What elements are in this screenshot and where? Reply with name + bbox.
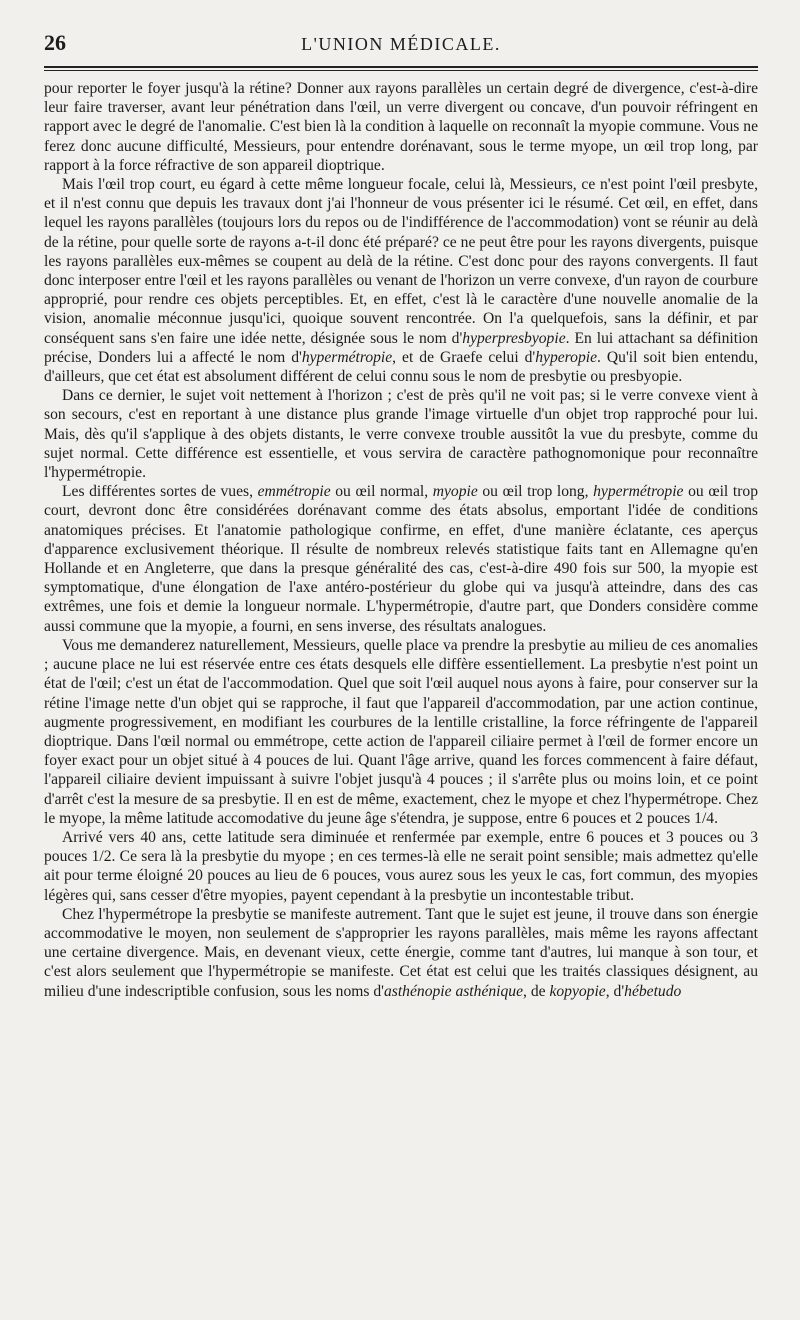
text-run: Arrivé vers 40 ans, cette latitude sera diminuée et renfermée par exemple, entre 6 pouces et 3 pouces ou 3 pouces 1/2. Ce sera là la presbytie du myope ; en ces termes-là elle ne serait point sensible; mais admettez qu'elle ait pour terme éloigné 20 pouces au lieu de 6 pouces, vous aurez sous les yeux le cas, fort commun, des myopies légères qui, sans cesser d'être myopies, payent cependant à la presbytie un incontestable tribut. (44, 828, 758, 904)
italic-term: emmétropie (257, 483, 331, 501)
body-text (44, 79, 758, 1001)
paragraph (44, 79, 758, 175)
text-run: pour reporter le foyer jusqu'à la rétine? Donner aux rayons parallèles un certain degré de divergence, c'est-à-dire leur faire traverser, avant leur pénétration dans l'œil, un verre divergent ou concave, d'un pouvoir réfringent en rapport avec le degré de l'anomalie. C'est bien là la condition à laquelle on reconnaît la myopie commune. Vous ne ferez donc aucune difficulté, Messieurs, pour entendre dorénavant, sous le terme myope, un œil trop long, par rapport à la force réfractive de son appareil dioptrique. (44, 80, 758, 174)
paragraph (44, 482, 758, 636)
running-title: L'UNION MÉDICALE. (301, 34, 501, 54)
header-rule (44, 66, 758, 71)
text-run: . En lui attachant sa définition précise, Donders lui a affecté le nom d' (44, 329, 758, 366)
italic-term: hypermétropie (593, 483, 684, 501)
italic-term: myopie (432, 483, 478, 501)
text-run: ou œil trop long, (477, 483, 594, 501)
text-run: ou œil normal, (330, 483, 433, 501)
text-run: , d' (605, 982, 625, 1000)
italic-term: hyperpresbyopie (462, 329, 566, 347)
text-run: Mais l'œil trop court, eu égard à cette même longueur focale, celui là, Messieurs, ce n'est point l'œil presbyte, et il n'est connu que depuis les travaux dont j'ai l'honneur de vous présenter ici le résumé. Cet œil, en effet, dans lequel les rayons parallèles (toujours lors du repos ou de l'indifférence de l'accommodation) vont se réunir au delà de la rétine, pour quelle sorte de rayons a-t-il donc été préparé? ce ne peut être pour les rayons divergents, puisque les rayons parallèles eux-mêmes se coupent au delà de la rétine. C'est donc pour des rayons convergents. Il faut donc interposer entre l'œil et les rayons parallèles ou venant de l'horizon un verre convexe, d'un rayon de courbure approprié, pour rendre ces objets perceptibles. Et, en effet, c'est là le caractère d'une nouvelle anomalie de la vision, anomalie méconnue jusqu'ici, quoique souvent rencontrée. On l'a quelquefois, sans la définir, et par conséquent sans s'en faire une idée nette, désignée sous le nom d' (44, 176, 758, 347)
page-number: 26 (44, 30, 66, 55)
paragraph (44, 828, 758, 905)
text-run: ou œil trop court, devront donc être considérées dorénavant comme des états absolus, emportant l'idée de conditions anatomiques précises. Et l'anatomie pathologique confirme, en effet, d'une manière éclatante, ces aperçus d'apparence exclusivement théorique. Il résulte de nombreux relevés statistique faits tant en Allemagne qu'en Hollande et en Angleterre, que dans la presque généralité des cas, c'est-à-dire 490 fois sur 500, la myopie est symptomatique, d'une élongation de l'axe antéro-postérieur du globe qui va jusqu'à atteindre, dans des cas extrêmes, une fois et demie la longueur normale. L'hypermétropie, d'autre part, que Donders considère comme aussi commune que la myopie, a fourni, en sens inverse, des résultats analogues. (44, 483, 758, 635)
italic-term: asthénopie asthénique (383, 982, 524, 1000)
italic-term: hyperopie (535, 348, 598, 366)
italic-term: hébetudo (624, 982, 682, 1000)
text-run: , et de Graefe celui d' (392, 348, 536, 366)
page-header (44, 30, 758, 60)
paragraph (44, 175, 758, 386)
text-run: Vous me demanderez naturellement, Messieurs, quelle place va prendre la presbytie au milieu de ces anomalies ; aucune place ne lui est réservée entre ces états desquels elle diffère essentiellement. La presbytie n'est point un état de l'œil; c'est un état de l'accommodation. Quel que soit l'œil auquel nous ayons à faire, pour conserver sur la rétine l'image nette d'un objet qui se rapproche, il faut que l'appareil d'accommodation, par une action continue, augmente progressivement, en modifiant les courbures de la lentille cristalline, la force réfringente de l'appareil dioptrique. Dans l'œil normal ou emmétrope, cette action de l'appareil ciliaire permet à l'œil de former encore un foyer exact pour un objet situé à 4 pouces de lui. Quant l'âge arrive, quand les forces commencent à faire défaut, l'appareil ciliaire devient impuissant à suivre l'objet jusqu'à 4 pouces ; il s'arrête plus ou moins loin, et ce point d'arrêt c'est la mesure de sa presbytie. Il en est de même, exactement, chez le myope et chez l'hypermétrope. Chez le myope, la même latitude accomodative du jeune âge s'étendra, je suppose, entre 6 pouces et 2 pouces 1/4. (44, 636, 758, 827)
text-run: , de (523, 982, 550, 1000)
italic-term: hypermétropie (301, 348, 393, 366)
text-run: Chez l'hypermétrope la presbytie se manifeste autrement. Tant que le sujet est jeune, il trouve dans son énergie accommodative le moyen, non seulement de s'approprier les rayons parallèles, mais même les rayons affectant une certaine divergence. Mais, en devenant vieux, cette énergie, comme tant d'autres, lui manque à son tour, et c'est alors seulement que l'hypermétropie se manifeste. Cet état est celui que les traités classiques désignent, au milieu d'une indescriptible confusion, sous les noms d' (44, 905, 758, 1000)
text-run: Dans ce dernier, le sujet voit nettement à l'horizon ; c'est de près qu'il ne voit pas; si le verre convexe vient à son secours, c'est en reportant à une distance plus grande l'image virtuelle d'un objet trop rapproché pour lui. Mais, dès qu'il s'applique à des objets distants, le verre convexe trouble aussitôt la vue du presbyte, comme du sujet normal. Cette différence est essentielle, et vous servira de caractère pathognomonique pour reconnaître l'hypermétropie. (44, 387, 758, 482)
paragraph (44, 905, 758, 1001)
italic-term: kopyopie (549, 982, 606, 1000)
text-run: Les différentes sortes de vues, (62, 483, 258, 501)
paragraph (44, 636, 758, 828)
paragraph (44, 386, 758, 482)
text-run: . Qu'il soit bien entendu, d'ailleurs, que cet état est absolument différent de celui connu sous le nom de presbytie ou presbyopie. (44, 348, 759, 386)
